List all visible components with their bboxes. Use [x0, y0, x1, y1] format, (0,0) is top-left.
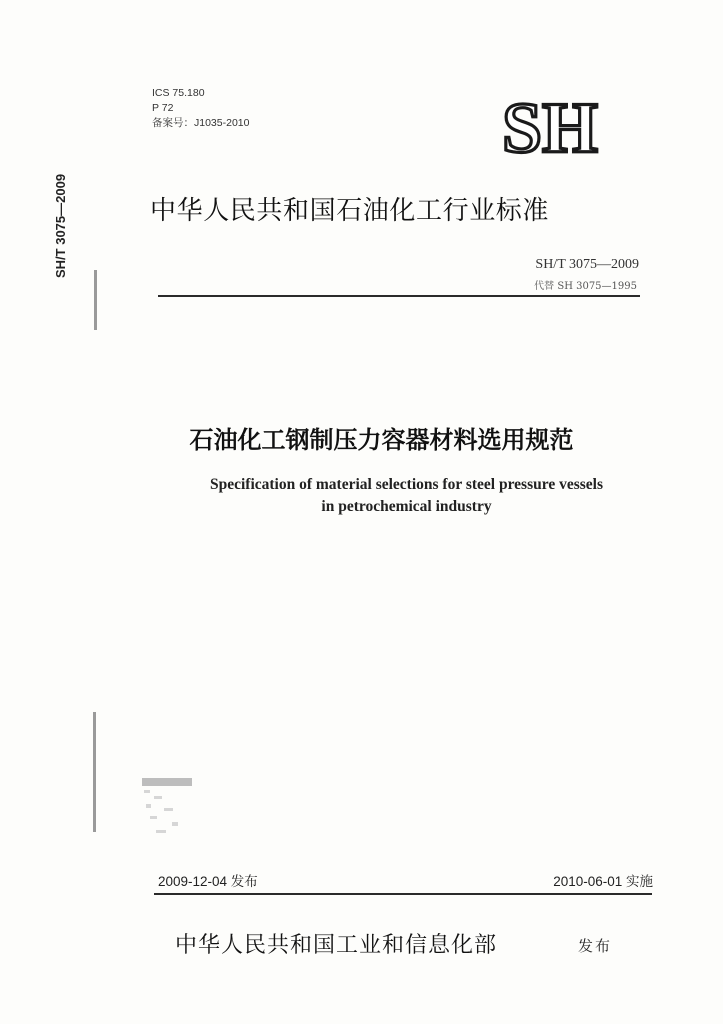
spine-code: SH/T 3075—2009 — [53, 173, 68, 278]
header-divider — [158, 295, 640, 297]
publish-label: 发布 — [578, 937, 613, 955]
document-title-en-line1: Specification of material selections for steel pressure vessels — [209, 476, 604, 493]
sh-logo-text: SH — [502, 88, 599, 160]
replaces-note: 代替 SH 3075—1995 — [534, 281, 637, 292]
issuing-authority: 中华人民共和国工业和信息化部 — [175, 933, 498, 958]
document-title-en — [0, 474, 723, 518]
standard-code: SH/T 3075—2009 — [535, 257, 639, 272]
spine-label — [47, 150, 69, 280]
sh-logo — [500, 88, 630, 160]
binding-mark-bottom — [93, 712, 96, 832]
binding-mark-top — [94, 270, 97, 330]
issue-date: 2009-12-04 发布 — [158, 874, 258, 889]
standard-title: 中华人民共和国石油化工行业标准 — [150, 196, 550, 226]
implementation-date: 2010-06-01 实施 — [553, 874, 653, 889]
document-title-cn: 石油化工钢制压力容器材料选用规范 — [189, 426, 574, 454]
footer-divider — [154, 893, 652, 895]
scan-artifact — [142, 778, 192, 840]
header-meta — [152, 86, 249, 131]
document-title-en-line2: in petrochemical industry — [321, 498, 492, 515]
class-code: P 72 — [152, 102, 174, 114]
filing-number: 备案号：J1035-2010 — [152, 117, 250, 129]
ics-code: ICS 75.180 — [152, 87, 205, 99]
